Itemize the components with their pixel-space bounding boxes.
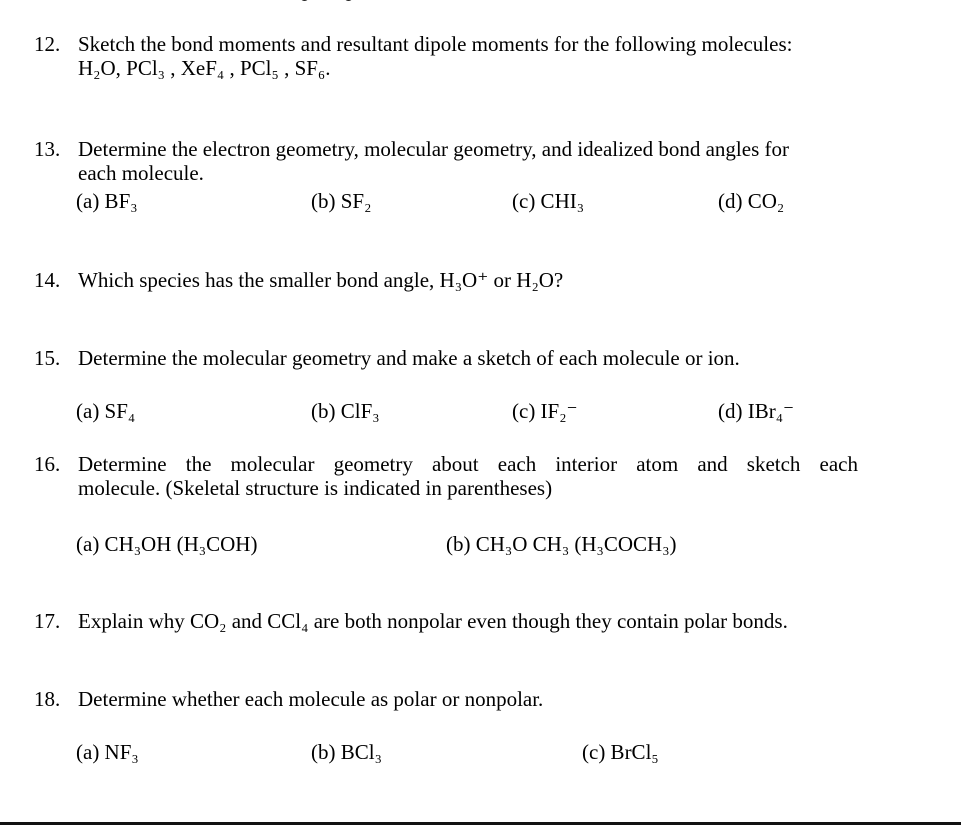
question-number: 17. — [34, 609, 61, 633]
question-16 — [34, 452, 858, 500]
option-a: (a) BF₃ — [76, 189, 138, 213]
option-b: (b) BCl₃ — [311, 740, 382, 764]
option-a: (a) CH₃OH (H₃COH) — [76, 532, 258, 556]
question-number: 16. — [34, 452, 61, 476]
question-number: 12. — [34, 32, 61, 56]
question-text: Determine the molecular geometry and make a sketch of each molecule or ion. — [78, 346, 740, 370]
option-d: (d) CO₂ — [718, 189, 785, 213]
question-number: 14. — [34, 268, 61, 292]
question-text: each molecule. — [78, 161, 204, 185]
question-number: 18. — [34, 687, 61, 711]
question-text: Determine the electron geometry, molecular geometry, and idealized bond angles for — [78, 137, 789, 161]
option-b: (b) SF₂ — [311, 189, 372, 213]
question-number: 13. — [34, 137, 61, 161]
option-c: (c) IF₂⁻ — [512, 399, 578, 423]
option-b: (b) ClF₃ — [311, 399, 380, 423]
question-15 — [34, 346, 858, 370]
question-text: Explain why CO₂ and CCl₄ are both nonpolar even though they contain polar bonds. — [78, 609, 788, 633]
question-13 — [34, 137, 858, 185]
question-18 — [34, 687, 858, 711]
option-c: (c) BrCl₅ — [582, 740, 659, 764]
option-c: (c) CHI₃ — [512, 189, 585, 213]
question-number: 15. — [34, 346, 61, 370]
question-text: H₂O, PCl₃ , XeF₄ , PCl₅ , SF₆. — [78, 56, 331, 80]
option-a: (a) SF₄ — [76, 399, 136, 423]
option-b: (b) CH₃O CH₃ (H₃COCH₃) — [446, 532, 677, 556]
question-text: Sketch the bond moments and resultant dipole moments for the following molecules: — [78, 32, 793, 56]
question-17 — [34, 609, 858, 633]
question-text: molecule. (Skeletal structure is indicated in parentheses) — [78, 476, 553, 500]
question-14 — [34, 268, 858, 292]
question-12 — [34, 32, 858, 80]
option-a: (a) NF₃ — [76, 740, 139, 764]
question-text: Determine the molecular geometry about each interior atom and sketch each — [78, 452, 858, 476]
question-text: Which species has the smaller bond angle, H₃O⁺ or H₂O? — [78, 268, 564, 292]
option-d: (d) IBr₄⁻ — [718, 399, 795, 423]
cropped-previous-text — [300, 0, 360, 2]
question-text: Determine whether each molecule as polar or nonpolar. — [78, 687, 544, 711]
